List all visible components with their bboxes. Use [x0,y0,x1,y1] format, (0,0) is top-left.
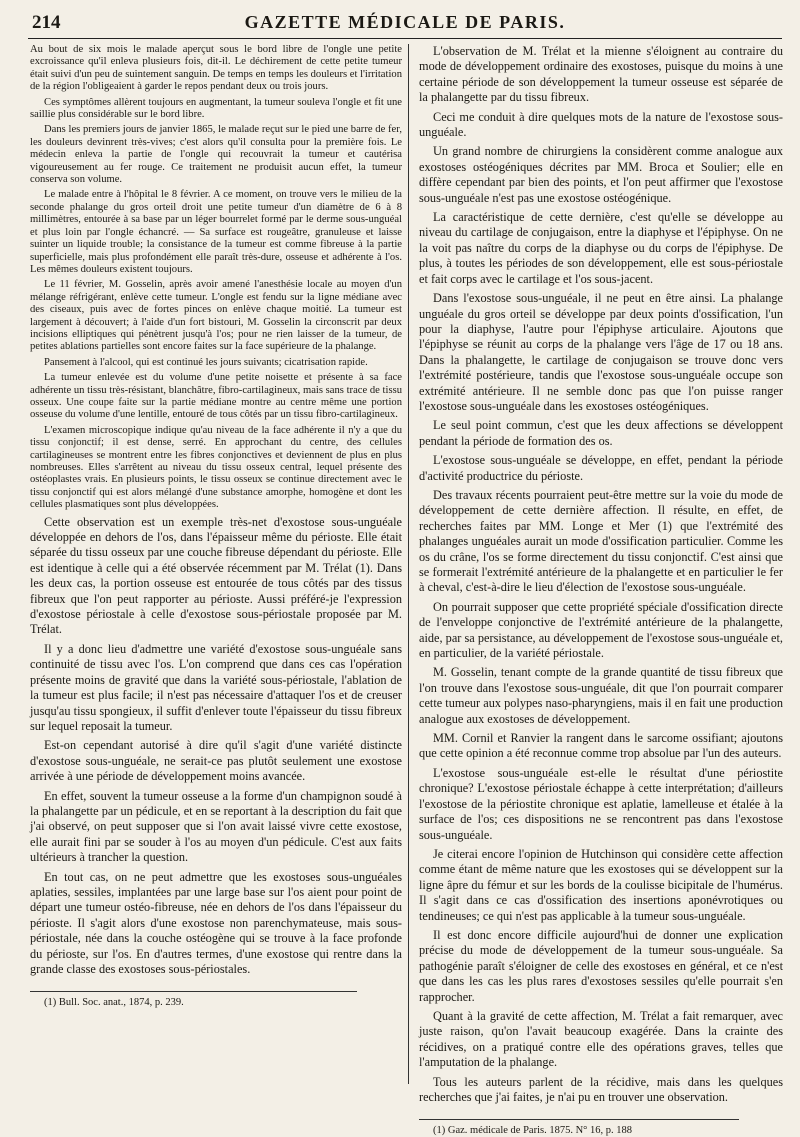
page-header [28,8,782,39]
body-paragraph: Il est donc encore difficile aujourd'hui de donner une explication précise du mode de développement de la tumeur sous-unguéale. Sa pathogénie paraît s'éloigner de celle des exostoses en général, et ce n'est que dans les cas les plus rares d'exostoses sessiles qu'elle pourrait s'en rapprocher. [419,927,783,1004]
body-paragraph: Le seul point commun, c'est que les deux affections se développent pendant la période de formation des os. [419,418,783,448]
footnote: (1) Gaz. médicale de Paris. 1875. N° 16, p. 188 [433,1125,632,1137]
body-paragraph: MM. Cornil et Ranvier la rangent dans le sarcome ossifiant; ajoutons que cette opinion a été reconnue comme trop absolue par l'un des auteurs. [419,731,783,761]
body-paragraph: L'exostose sous-unguéale est-elle le résultat d'une périostite chronique? L'exostose périostale échappe à cette interprétation; d'ailleurs l'exostose de la périostite chronique est aplatie, lamelleuse et étalée à la surface de l'os; ces dispositions ne se rencontrent pas dans l'exostose sous-unguéale. [419,765,783,842]
column-divider [408,44,409,1084]
body-paragraph: En effet, souvent la tumeur osseuse a la forme d'un champignon soudé à la phalangette par un pédicule, et en se reportant à la description du fait que j'ai observé, on peut supposer que si l'on avait laissé vivre cette exostose, elle aurait fini par se souder à l'os au moyen d'un pédicule. C'est aux faits ultérieurs à trancher la question. [30,788,402,865]
body-paragraph: Cette observation est un exemple très-net d'exostose sous-unguéale développée en dehors de l'os, dans l'épaisseur même du périoste. Elle était séparée du tissu osseux par une couche fibreuse dépendant du périoste. Elle est identique à celle qui a été observée récemment par M. Trélat (1). Dans les deux cas, la portion osseuse est entourée de tous côtés par des tissus fibreux que l'on peut rapporter au périoste. Aussi préféré-je l'expression d'exostose périostale à celle d'exostose sous-périostale proposée par M. Trélat. [30,514,402,637]
body-paragraph: L'exostose sous-unguéale se développe, en effet, pendant la période d'activité productrice du périoste. [419,453,783,483]
body-paragraph: Dans l'exostose sous-unguéale, il ne peut en être ainsi. La phalange unguéale du gros orteil se développe par deux points d'ossification, l'un pour la diaphyse, l'autre pour l'épiphyse articulaire. Ajoutons que l'épiphyse se réunit au corps de la phalange vers l'âge de 17 ou 18 ans. Dans la phalangette, le cartilage de conjugaison se trouve donc vers l'extrémité postérieure, tandis que l'exostose sous-unguéale occupe son extrémité antérieure. Il ne semble donc pas que l'on puisse ranger l'exostose sous-unguéale dans les exostoses ostéogéniques. [419,291,783,413]
case-paragraph: Le malade entre à l'hôpital le 8 février. A ce moment, on trouve vers le milieu de la seconde phalange du gros orteil droit une petite tumeur d'un diamètre de 6 à 8 millimètres, entourée à sa base par un léger bourrelet formé par le derme sous-unguéal et plus loin par l'ongle échancré. — Sa surface est rougeâtre, granuleuse et laisse suinter un liquide trouble; la consistance de la tumeur est comme fibreuse à la partie superficielle, mais plus profondément elle paraît très-dure, osseuse et adhérente à l'os. Les mêmes douleurs existent toujours. [30,189,402,275]
body-paragraph: L'observation de M. Trélat et la mienne s'éloignent au contraire du mode de développement ordinaire des exostoses, puisque du moins à une certaine période de son développement la tumeur osseuse est séparée de la phalangette par du tissu fibreux. [419,44,783,105]
case-paragraph: Le 11 février, M. Gosselin, après avoir amené l'anesthésie locale au moyen d'un mélange réfrigérant, enlève cette tumeur. L'ongle est fendu sur la ligne médiane avec des ciseaux, puis avec de fortes pinces on enlève chaque moitié. La tumeur est largement à découvert; à l'aide d'un fort bistouri, M. Gosselin la circonscrit par deux incisions elliptiques qui pénètrent jusqu'à l'os; pour ne rien laisser de la tumeur, de petites ablations partielles sont encore faites sur la face supérieure de la phalange. [30,279,402,353]
body-paragraph: En tout cas, on ne peut admettre que les exostoses sous-unguéales aplaties, sessiles, implantées par une large base sur l'os aient pour point de départ une tumeur ostéo-fibreuse, née en dehors de l'os dans l'épaisseur du périoste. Il s'agit alors d'une exostose non parenchymateuse, mais sous-périostale, née dans la couche ostéogène qui se trouve à la face profonde du périoste, sur l'os. En d'autres termes, d'une exostose qui rentre dans la grande classe des exostoses sous-périostales. [30,869,402,976]
footnote-rule [419,1119,739,1120]
body-paragraph: La caractéristique de cette dernière, c'est qu'elle se développe au niveau du cartilage de conjugaison, entre la diaphyse et l'épiphyse. On ne la voit pas naître du corps de la diaphyse ou du corps de l'épiphyse. De plus, à toutes les périodes de son développement, elle est sous-périostale et fait corps avec le cartilage et l'os sous-jacent. [419,210,783,286]
footnote-rule [30,991,357,992]
case-paragraph: Ces symptômes allèrent toujours en augmentant, la tumeur souleva l'ongle et fit une saillie plus considérable sur le bord libre. [30,96,402,121]
case-paragraph: Au bout de six mois le malade aperçut sous le bord libre de l'ongle une petite excroissance qu'il enleva plusieurs fois, dit-il. Le déchirement de cette petite tumeur était suivi d'un peu de suintement sanguin. De temps en temps les douleurs et l'irritation de la région l'obligeaient à garder le repos pendant deux ou trois jours. [30,44,402,93]
case-paragraph: La tumeur enlevée est du volume d'une petite noisette et présente à sa face adhérente un tissu très-résistant, blanchâtre, fibro-cartilagineux, mais sans trace de tissu osseux. Une coupe faite sur la partie médiane montre au centre même une portion osseuse du volume d'une lentille, entouré de tous côtés par un tissu fibro-cartilagineux. [30,372,402,421]
right-column [419,44,783,1137]
body-paragraph: M. Gosselin, tenant compte de la grande quantité de tissu fibreux que l'on trouve dans l'exostose sous-unguéale, dit que l'on pourrait comparer cette tumeur aux polypes naso-pharyngiens, mais il en fait une production analogue aux exostoses de développement. [419,665,783,726]
body-paragraph: On pourrait supposer que cette propriété spéciale d'ossification directe de l'enveloppe conjonctive de l'extrémité antérieure de la phalangette, aide, par sa persistance, au développement de l'exostose sous-unguéale et, en particulier, de la variété périostale. [419,599,783,661]
body-paragraph: Il y a donc lieu d'admettre une variété d'exostose sous-unguéale sans continuité de tissu avec l'os. L'on comprend que dans ces cas l'opération présente moins de gravité que dans la variété sous-périostale, l'ablation de la tumeur est plus facile; il n'est pas nécessaire d'attaquer l'os et de creuser jusqu'au tissu spongieux, il suffit d'enlever toute l'épaisseur du tissu fibreux sur lequel reposait la tumeur. [30,641,402,733]
left-column [30,44,402,1094]
body-paragraph: Tous les auteurs parlent de la récidive, mais dans les quelques recherches que j'ai faites, je n'ai pu en trouver une observation. [419,1074,783,1104]
body-paragraph: Je citerai encore l'opinion de Hutchinson qui considère cette affection comme étant de même nature que les exostoses qui se développent sur la ligne âpre du fémur et sur les bords de la coulisse bicipitale de l'humérus. Il s'agit dans ce cas d'ossification des insertions aponévrotiques ou tendineuses; ce qui n'est pas applicable à la tumeur sous-unguéale. [419,846,783,923]
body-paragraph: Est-on cependant autorisé à dire qu'il s'agit d'une variété distincte d'exostose sous-unguéale, ne serait-ce pas plutôt seulement une exostose arrivée à une période de développement moins avancée. [30,738,402,784]
body-paragraph: Un grand nombre de chirurgiens la considèrent comme analogue aux exostoses ostéogéniques décrites par MM. Broca et Soulier; elle en diffère cependant par bien des points, et l'on peut affirmer que l'exostose sous-unguéale n'est pas une exostose ostéogénique. [419,144,783,205]
case-paragraph: L'examen microscopique indique qu'au niveau de la face adhérente il n'y a que du tissu conjonctif; il est dense, serré. En approchant du centre, des cellules cartilagineuses se montrent entre les fibres conjonctives et deviennent de plus en plus nombreuses. Elles s'arrêtent au niveau du tissu osseux central, lequel présente des ostéoplastes vrais. En plusieurs points, le tissu osseux se continue directement avec le tissu conjonctif qui est alors mélangé d'une substance amorphe, homogène et dont les cellules plasmatiques sont plus développées. [30,424,402,511]
journal-title: GAZETTE MÉDICALE DE PARIS. [244,12,566,32]
page-number: 214 [32,12,61,33]
footnote: (1) Bull. Soc. anat., 1874, p. 239. [44,997,184,1009]
body-paragraph: Ceci me conduit à dire quelques mots de la nature de l'exostose sous-unguéale. [419,109,783,140]
case-paragraph: Pansement à l'alcool, qui est continué les jours suivants; cicatrisation rapide. [44,356,368,368]
body-paragraph: Des travaux récents pourraient peut-être mettre sur la voie du mode de développement de cette dernière affection. Il résulte, en effet, de recherches faites par MM. Longe et Mer (1) que l'extrémité des phalanges unguéales aurait un mode d'ossification particulier. Comme les os du crâne, l'os se forme directement du tissu conjonctif. C'est ainsi que se formerait l'extrémité antérieure de la phalangette et en particulier le fer à cheval, c'est-à-dire le lieu d'élection de l'exostose sous-unguéale. [419,487,783,595]
body-paragraph: Quant à la gravité de cette affection, M. Trélat a fait remarquer, avec juste raison, qu'on l'avait beaucoup exagérée. Dans la crainte des récidives, on a pratiqué contre elle des opérations graves, telles que l'amputation de la phalange. [419,1008,783,1070]
case-paragraph: Dans les premiers jours de janvier 1865, le malade reçut sur le pied une barre de fer, les douleurs devinrent très-vives; c'est alors qu'il consulta pour la première fois. Le médecin enleva la partie de l'ongle qui recouvrait la tumeur et cautérisa vigoureusement au fer rouge. Ce traitement ne produisit aucun effet, la tumeur conserva son volume. [30,124,402,186]
